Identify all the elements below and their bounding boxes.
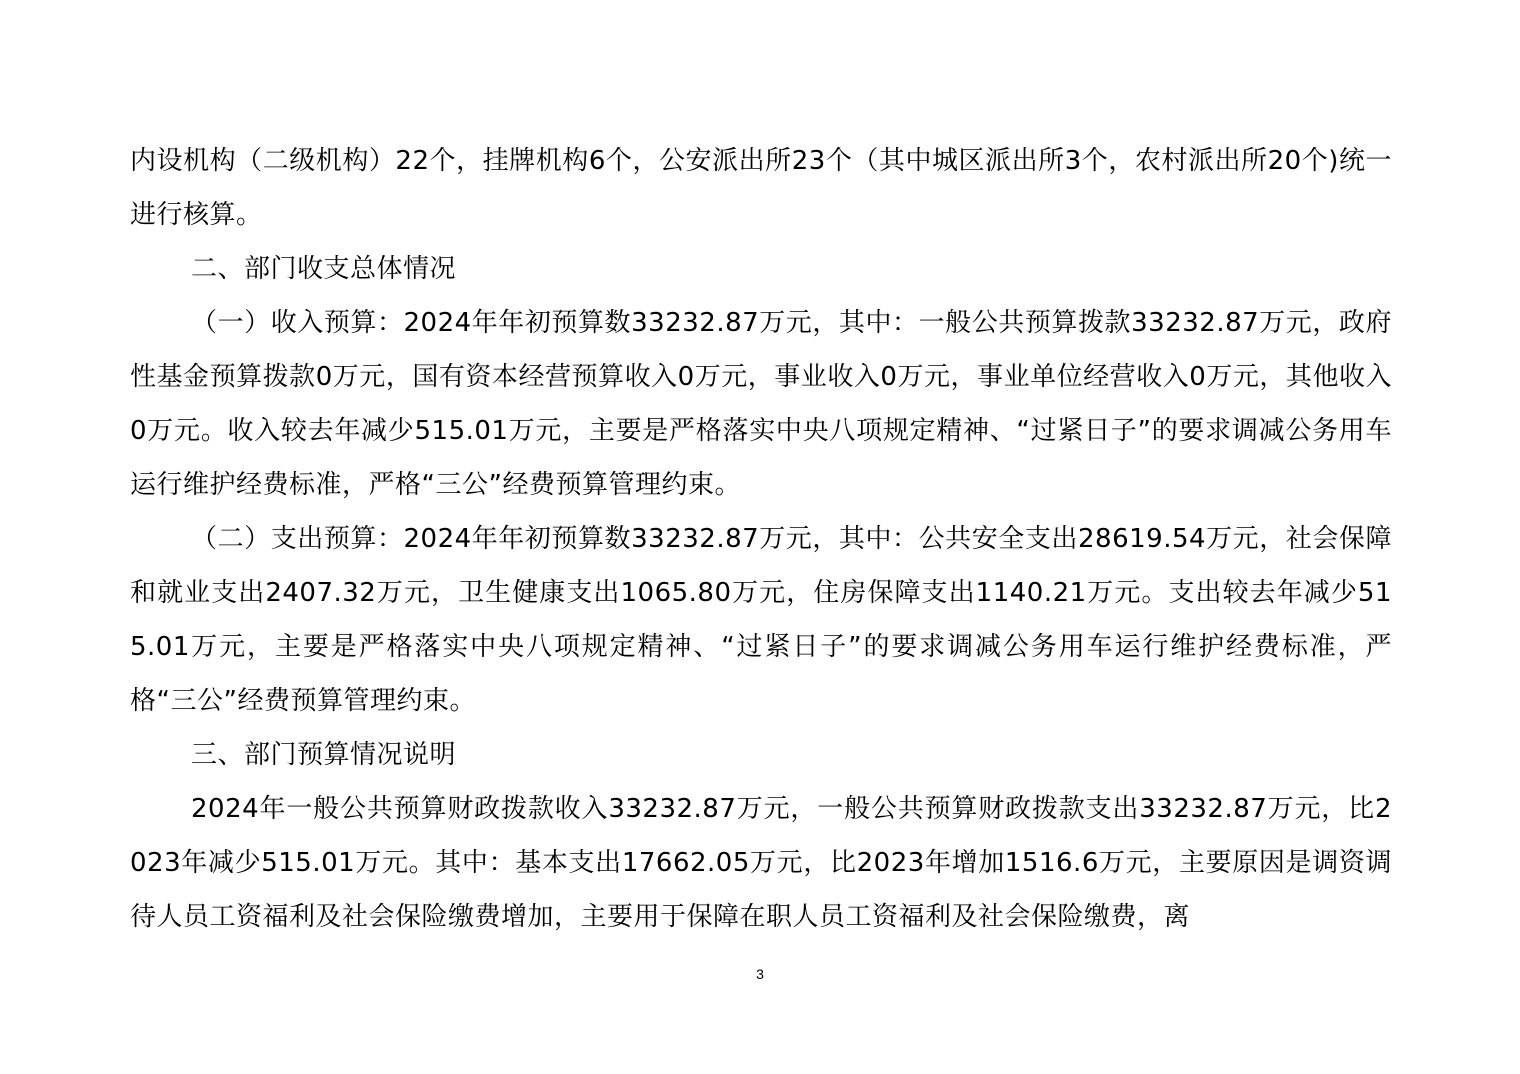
section-heading-budget-explanation: 三、部门预算情况说明 bbox=[191, 740, 457, 770]
page-number: 3 bbox=[756, 966, 764, 982]
paragraph-income-budget: （一）收入预算：2024年年初预算数33232.87万元，其中：一般公共预算拨款33232.87万元，政府性基金预算拨款0万元，国有资本经营预算收入0万元，事业收入0万元，事业单位经营收入0万元，其他收入0万元。收入较去年减少515.01万元，主要是严格落实中央八项规定精神、“过紧日子”的要求调减公务用车运行维护经费标准，严格“三公”经费预算管理约束。 bbox=[130, 308, 1392, 500]
section-heading-overall-budget: 二、部门收支总体情况 bbox=[191, 254, 457, 284]
paragraph-expenditure-budget: （二）支出预算：2024年年初预算数33232.87万元，其中：公共安全支出28619.54万元，社会保障和就业支出2407.32万元，卫生健康支出1065.80万元，住房保障支出1140.21万元。支出较去年减少515.01万元，主要是严格落实中央八项规定精神、“过紧日子”的要求调减公务用车运行维护经费标准，严格“三公”经费预算管理约束。 bbox=[130, 524, 1392, 716]
paragraph-general-public-budget: 2024年一般公共预算财政拨款收入33232.87万元，一般公共预算财政拨款支出33232.87万元，比2023年减少515.01万元。其中：基本支出17662.05万元，比2023年增加1516.6万元，主要原因是调资调待人员工资福利及社会保险缴费增加，主要用于保障在职人员工资福利及社会保险缴费，离 bbox=[130, 794, 1392, 932]
document-body bbox=[130, 134, 1392, 944]
paragraph-institutions: 内设机构（二级机构）22个，挂牌机构6个，公安派出所23个（其中城区派出所3个，农村派出所20个)统一进行核算。 bbox=[130, 146, 1392, 230]
